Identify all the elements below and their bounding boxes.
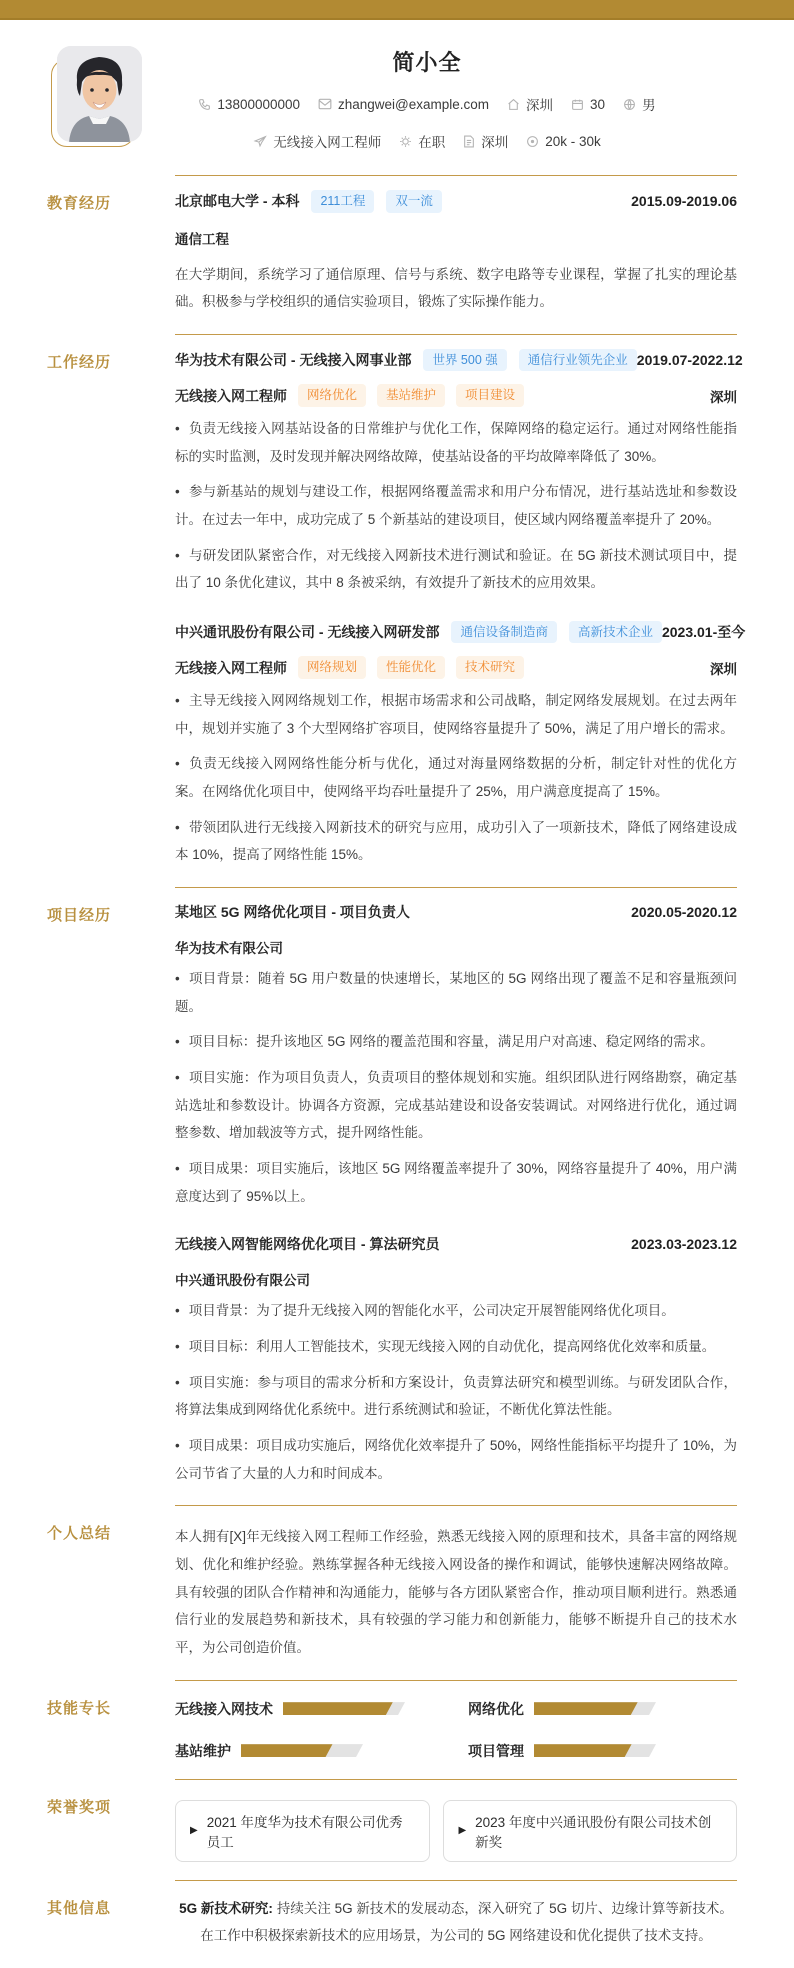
project-date: 2020.05-2020.12 [631,903,737,920]
status-text: 在职 [418,135,446,150]
projects-section-title: 项目经历 [47,906,112,924]
role-tag: 基站维护 [377,384,445,407]
city-text: 深圳 [481,135,509,150]
project-entry [175,1234,737,1487]
company-name: 华为技术有限公司 - 无线接入网事业部 [175,352,412,369]
skill-name: 项目管理 [468,1742,524,1759]
honors-list [175,1794,737,1862]
role-tag: 项目建设 [456,384,524,407]
job-icon [253,135,267,148]
skill-name: 基站维护 [175,1742,231,1759]
skill-bar-track [241,1744,363,1757]
education-description: 在大学期间，系统学习了通信原理、信号与系统、数字电路等专业课程，掌握了扎实的理论基础。积极参与学校组织的通信实验项目，锻炼了实际操作能力。 [175,266,737,310]
skill-bar-fill [534,1744,632,1757]
work-bullet: • 负责无线接入网网络性能分析与优化，通过对海量网络数据的分析，制定针对性的优化方案。在网络优化项目中，使网络平均吞吐量提升了 25%，用户满意度提高了 15%。 [175,750,737,805]
school-badge: 双一流 [386,190,442,213]
work-bullet: • 参与新基站的规划与建设工作，根据网络覆盖需求和用户分布情况，进行基站选址和参数设计。在过去一年中，成功完成了 5 个新基站的建设项目，使区域内网络覆盖率提升了 20%。 [175,478,737,533]
role-tag: 网络优化 [298,384,366,407]
play-icon: ▶ [190,1824,198,1836]
skill-item [468,1699,737,1719]
home-icon [507,98,520,111]
profile-photo [57,46,142,142]
phone-text: 13800000000 [217,96,301,112]
honor-item [443,1800,737,1862]
project-entry [175,902,737,1210]
work-bullet: • 主导无线接入网网络规划工作，根据市场需求和公司战略，制定网络发展规划。在过去两年中，规划并实施了 3 个大型网络扩容项目，使网络容量提升了 50%，满足了用户增长的需求。 [175,687,737,742]
project-bullet: • 项目背景：随着 5G 用户数量的快速增长，某地区的 5G 网络出现了覆盖不足和容量瓶颈问题。 [175,965,737,1020]
other-section-title: 其他信息 [47,1899,112,1917]
education-section-title: 教育经历 [47,195,112,212]
work-entry [175,349,743,597]
other-info-label: 5G 新技术研究: [179,1900,273,1916]
salary-item [526,134,601,149]
skill-bar-fill [534,1702,638,1715]
work-entry [175,621,746,869]
skill-name: 无线接入网技术 [175,1700,273,1717]
project-bullet: • 项目实施：参与项目的需求分析和方案设计，负责算法研究和模型训练。与研发团队合作，将算法集成到网络优化系统中。进行系统测试和验证，不断优化算法性能。 [175,1369,737,1424]
age-text: 30 [590,96,606,112]
email-item [318,97,489,112]
company-badge: 世界 500 强 [423,349,506,372]
company-badge: 通信行业领先企业 [519,349,637,372]
phone-icon [198,98,211,111]
skills-grid [175,1695,737,1761]
work-location: 深圳 [710,389,737,405]
role-tag: 网络规划 [298,656,366,679]
project-name: 无线接入网智能网络优化项目 - 算法研究员 [175,1236,440,1253]
section-education [0,175,794,334]
skill-item [175,1699,444,1719]
skill-bar-track [534,1702,656,1715]
job-title-item [253,131,381,151]
education-entry [175,190,737,316]
play-icon: ▶ [458,1824,467,1836]
honors-section-title: 荣誉奖项 [47,1798,112,1816]
email-icon [318,98,332,110]
project-bullet: • 项目成果：项目实施后，该地区 5G 网络覆盖率提升了 30%，网络容量提升了 40%，用户满意度达到了 95%以上。 [175,1155,737,1210]
other-info-text [175,1895,737,1950]
age-icon [571,98,584,111]
salary-text: 20k - 30k [545,133,601,149]
gender-icon [623,98,636,111]
top-accent-bar [0,0,794,20]
project-company: 华为技术有限公司 [175,940,283,956]
section-summary [0,1505,794,1679]
project-bullet: • 项目目标：提升该地区 5G 网络的覆盖范围和容量，满足用户对高速、稳定网络的需求。 [175,1028,737,1056]
profile-photo-image [57,46,142,142]
project-company: 中兴通讯股份有限公司 [175,1273,310,1289]
salary-icon [526,135,539,148]
work-location: 深圳 [710,661,737,677]
company-name: 中兴通讯股份有限公司 - 无线接入网研发部 [175,624,440,641]
skills-section-title: 技能专长 [47,1699,112,1717]
honor-text: 2023 年度中兴通讯股份有限公司技术创新奖 [475,1814,712,1850]
email-text: zhangwei@example.com [338,96,490,112]
age-item [571,97,605,112]
skill-item [175,1741,444,1761]
skill-bar-fill [241,1744,333,1757]
skill-name: 网络优化 [468,1700,524,1717]
status-icon [399,135,412,148]
company-badge: 通信设备制造商 [451,621,557,644]
project-name: 某地区 5G 网络优化项目 - 项目负责人 [175,903,410,920]
role-name: 无线接入网工程师 [175,659,287,676]
school-badge: 211工程 [311,190,374,213]
project-date: 2023.03-2023.12 [631,1236,737,1253]
role-name: 无线接入网工程师 [175,387,287,404]
major-name: 通信工程 [175,231,229,247]
work-date: 2019.07-2022.12 [636,352,743,369]
contact-row-2 [117,131,737,151]
skill-bar-fill [283,1702,393,1715]
section-skills [0,1680,794,1779]
summary-text: 本人拥有[X]年无线接入网工程师工作经验，熟悉无线接入网的原理和技术，具备丰富的网络规划、优化和维护经验。熟练掌握各种无线接入网设备的操作和调试，能够快速解决网络故障。具有较强的团队合作精神和沟通能力，能够与各方团队紧密合作，推动项目顺利进行。熟悉通信行业的发展趋势和新技术，具有较强的学习能力和创新能力，能够不断提升自己的技术水平，为公司创造价值。 [175,1529,737,1655]
status-item [399,131,445,151]
resume-header [0,20,794,175]
project-bullet: • 项目目标：利用人工智能技术，实现无线接入网的自动优化，提高网络优化效率和质量。 [175,1333,737,1361]
summary-section-title: 个人总结 [47,1525,112,1543]
work-date: 2023.01-至今 [661,624,746,641]
city-icon [463,135,475,148]
section-honors [0,1779,794,1880]
job-title-text: 无线接入网工程师 [273,135,382,150]
section-other [0,1880,794,1968]
other-info-body: 持续关注 5G 新技术的发展动态，深入研究了 5G 切片、边缘计算等新技术。在工作中积极探索新技术的应用场景，为公司的 5G 网络建设和优化提供了技术支持。 [200,1900,733,1944]
location-item [507,94,553,114]
work-section-title: 工作经历 [47,353,112,371]
gender-item [623,94,656,114]
project-bullet: • 项目背景：为了提升无线接入网的智能化水平，公司决定开展智能网络优化项目。 [175,1297,737,1325]
role-tag: 技术研究 [456,656,524,679]
honor-item [175,1800,430,1862]
skill-item [468,1741,737,1761]
work-bullet: • 带领团队进行无线接入网新技术的研究与应用，成功引入了一项新技术，降低了网络建设成本 10%，提高了网络性能 15%。 [175,814,737,869]
education-date: 2015.09-2019.06 [631,193,737,210]
school-name: 北京邮电大学 - 本科 [175,193,300,210]
contact-row-1 [117,94,737,114]
project-bullet: • 项目成果：项目成功实施后，网络优化效率提升了 50%，网络性能指标平均提升了 10%，为公司节省了大量的人力和时间成本。 [175,1432,737,1487]
phone-item [198,97,300,112]
skill-bar-track [534,1744,656,1757]
city-item [463,131,508,151]
work-bullet: • 负责无线接入网基站设备的日常维护与优化工作，保障网络的稳定运行。通过对网络性能指标的实时监测，及时发现并解决网络故障，使基站设备的平均故障率降低了 30%。 [175,415,737,470]
location-text: 深圳 [526,98,554,113]
role-tag: 性能优化 [377,656,445,679]
honor-text: 2021 年度华为技术有限公司优秀员工 [206,1814,403,1850]
gender-text: 男 [642,98,656,113]
project-bullet: • 项目实施：作为项目负责人，负责项目的整体规划和实施。组织团队进行网络勘察，确定基站选址和参数设计。协调各方资源，完成基站建设和设备安装调试。对网络进行优化，通过调整参数、增加载波等方式，提升网络性能。 [175,1064,737,1147]
candidate-name: 简小全 [392,50,462,75]
skill-bar-track [283,1702,405,1715]
company-badge: 高新技术企业 [569,621,662,644]
section-projects [0,887,794,1505]
section-work [0,334,794,887]
work-bullet: • 与研发团队紧密合作，对无线接入网新技术进行测试和验证。在 5G 新技术测试项目中，提出了 10 条优化建议，其中 8 条被采纳，有效提升了新技术的应用效果。 [175,542,737,597]
